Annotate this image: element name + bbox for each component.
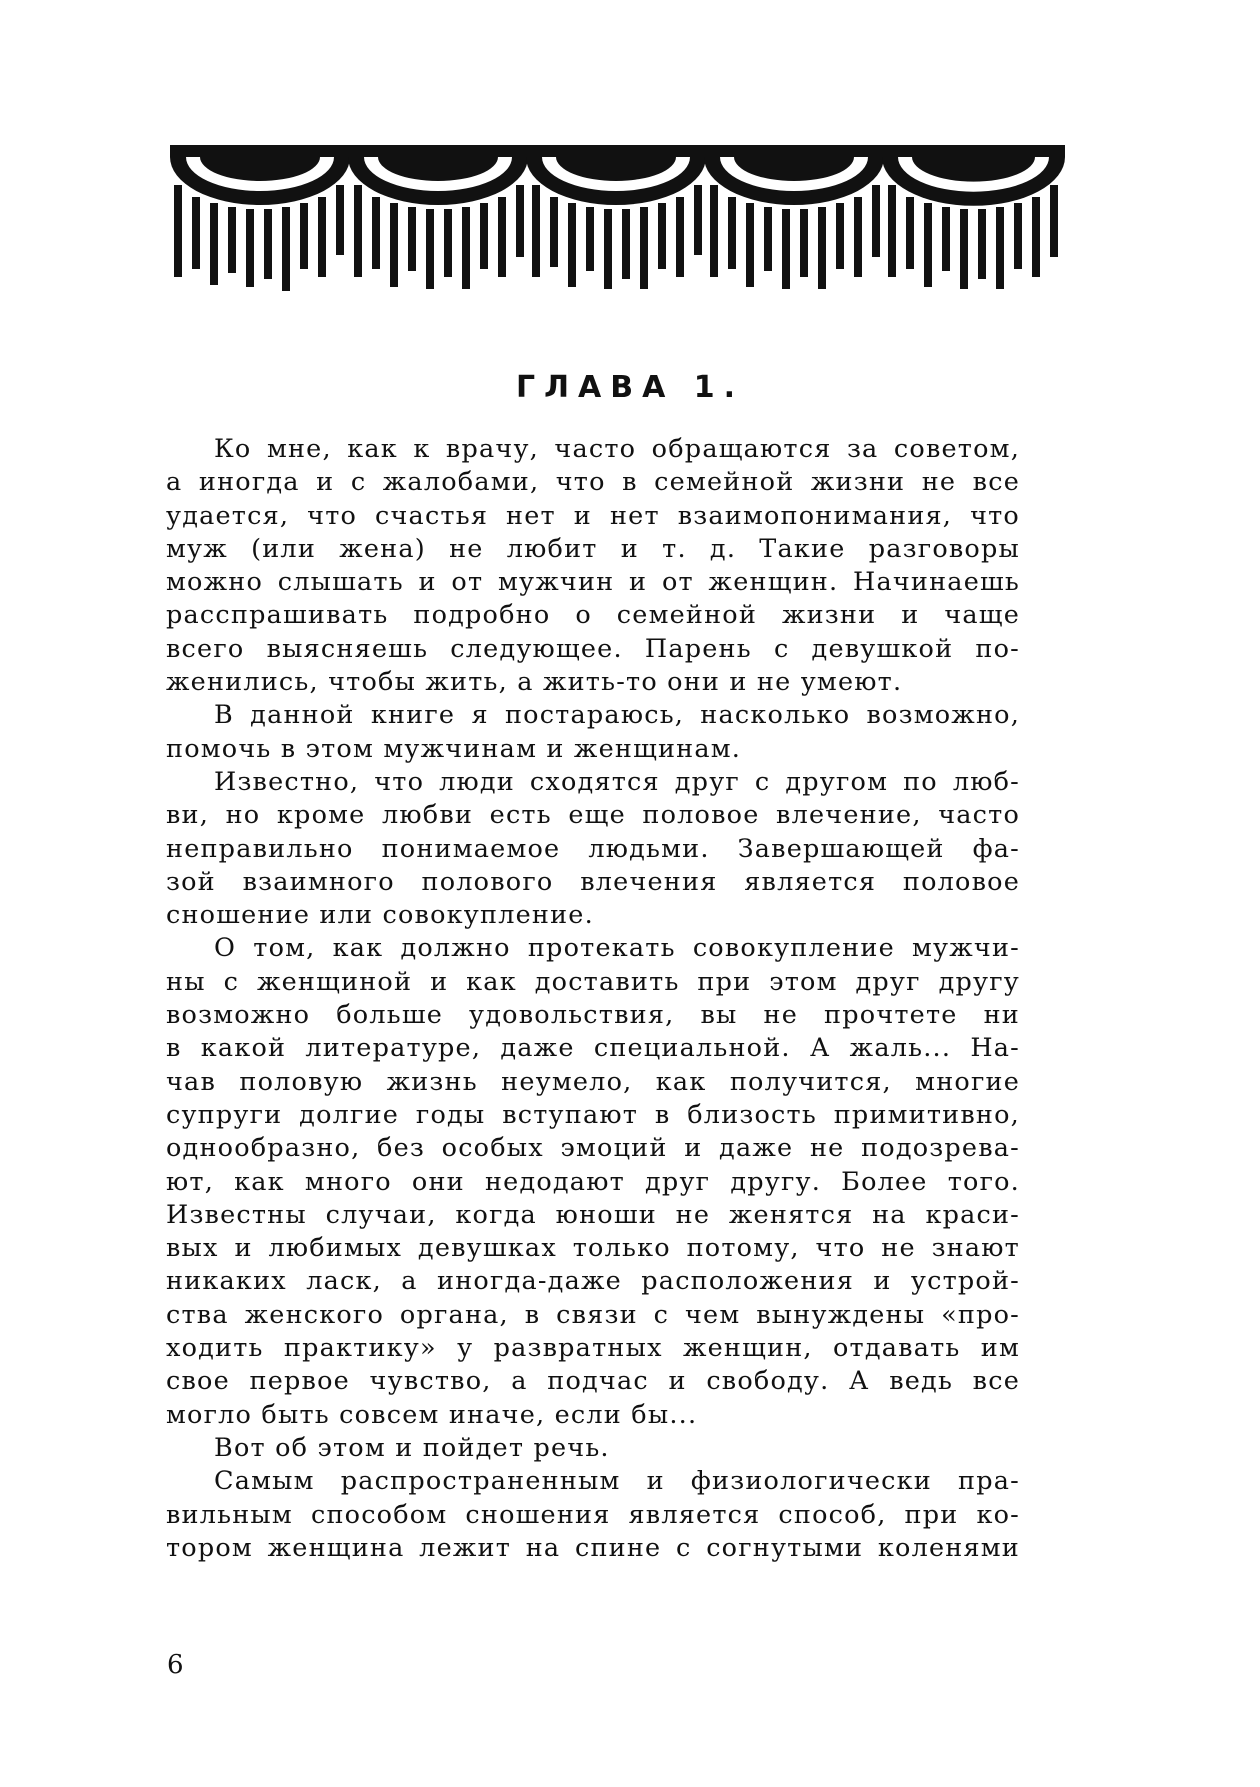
page-number: 6 bbox=[167, 1650, 184, 1680]
text-line: Известно, что люди сходятся друг с другом по люб- bbox=[214, 766, 1020, 797]
text-line: а иногда и с жалобами, что в семейной жизни не все bbox=[166, 467, 1020, 498]
text-line: ют, как много они недодают друг другу. Более того. bbox=[166, 1166, 1020, 1197]
text-line: возможно больше удовольствия, вы не прочтете ни bbox=[166, 1000, 1020, 1031]
text-line: супруги долгие годы вступают в близость примитивно, bbox=[166, 1099, 1020, 1130]
text-line: муж (или жена) не любит и т. д. Такие разговоры bbox=[166, 533, 1020, 564]
text-line: зой взаимного полового влечения является половое bbox=[166, 866, 1020, 897]
paragraph bbox=[166, 433, 1020, 699]
paragraph bbox=[166, 766, 1020, 932]
text-line: сношение или совокупление. bbox=[166, 900, 594, 931]
text-line: чав половую жизнь неумело, как получится, многие bbox=[166, 1066, 1020, 1097]
text-line: ходить практику» у развратных женщин, отдавать им bbox=[166, 1333, 1020, 1364]
text-line: вильным способом сношения является способ, при ко- bbox=[166, 1499, 1020, 1530]
text-line: Вот об этом и пойдет речь. bbox=[214, 1432, 610, 1463]
text-line: свое первое чувство, а подчас и свободу. А ведь все bbox=[166, 1366, 1020, 1397]
text-line: неправильно понимаемое людьми. Завершающей фа- bbox=[166, 833, 1020, 864]
text-line: Самым распространенным и физиологически пра- bbox=[214, 1466, 1020, 1497]
body-text bbox=[166, 433, 1020, 1565]
paragraph bbox=[166, 699, 1020, 766]
text-line: Ко мне, как к врачу, часто обращаются за советом, bbox=[214, 434, 1020, 464]
text-line: удается, что счастья нет и нет взаимопонимания, что bbox=[166, 500, 1020, 531]
text-line: всего выясняешь следующее. Парень с девушкой по- bbox=[166, 633, 1020, 664]
paragraph bbox=[166, 932, 1020, 1431]
text-line: В данной книге я постараюсь, насколько возможно, bbox=[214, 700, 1020, 731]
paragraph bbox=[166, 1432, 1020, 1465]
text-line: никаких ласк, а иногда-даже расположения и устрой- bbox=[166, 1266, 1020, 1297]
chapter-title: ГЛАВА 1. bbox=[515, 370, 745, 405]
text-line: ства женского органа, в связи с чем вынуждены «про- bbox=[166, 1299, 1020, 1330]
paragraph bbox=[166, 1465, 1020, 1565]
text-line: в какой литературе, даже специальной. А жаль... На- bbox=[166, 1033, 1020, 1064]
text-line: ви, но кроме любви есть еще половое влечение, часто bbox=[166, 800, 1020, 831]
fringe-ornament-icon bbox=[170, 145, 1065, 295]
text-line: расспрашивать подробно о семейной жизни и чаще bbox=[166, 600, 1020, 631]
text-line: однообразно, без особых эмоций и даже не подозрева- bbox=[166, 1133, 1020, 1164]
text-line: можно слышать и от мужчин и от женщин. Начинаешь bbox=[166, 567, 1020, 598]
text-line: ны с женщиной и как доставить при этом друг другу bbox=[166, 966, 1020, 997]
text-line: могло быть совсем иначе, если бы... bbox=[166, 1399, 698, 1430]
text-line: женились, чтобы жить, а жить-то они и не умеют. bbox=[166, 667, 903, 698]
text-line: О том, как должно протекать совокупление мужчи- bbox=[214, 933, 1020, 964]
text-line: тором женщина лежит на спине с согнутыми коленями bbox=[166, 1532, 1020, 1563]
text-line: помочь в этом мужчинам и женщинам. bbox=[166, 733, 742, 764]
text-line: Известны случаи, когда юноши не женятся на краси- bbox=[166, 1199, 1020, 1230]
text-line: вых и любимых девушках только потому, что не знают bbox=[166, 1233, 1020, 1264]
